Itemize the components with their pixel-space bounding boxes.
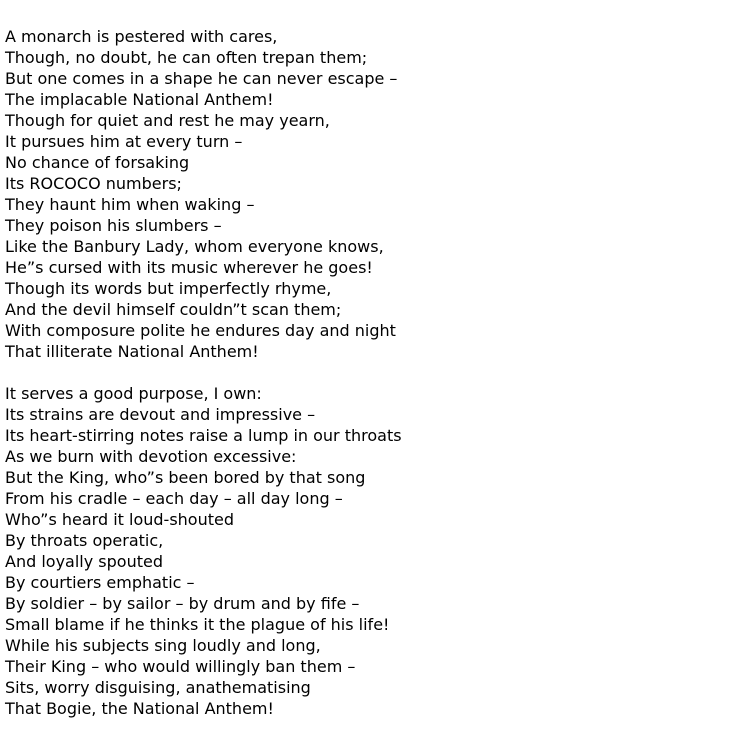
stanza-1 (5, 26, 402, 362)
poem-line: From his cradle – each day – all day long – (5, 489, 343, 508)
poem-line: Small blame if he thinks it the plague of his life! (5, 615, 390, 634)
poem-line: And loyally spouted (5, 552, 163, 571)
poem-line: That illiterate National Anthem! (5, 342, 259, 361)
poem-line: And the devil himself couldn”t scan them; (5, 300, 342, 319)
poem-line: Who”s heard it loud-shouted (5, 510, 235, 529)
poem-line: Though, no doubt, he can often trepan them; (5, 48, 368, 67)
poem-line: The implacable National Anthem! (5, 90, 274, 109)
poem-line: A monarch is pestered with cares, (5, 27, 278, 46)
poem-line: Its heart-stirring notes raise a lump in our throats (5, 426, 402, 445)
poem-line: But one comes in a shape he can never escape – (5, 69, 398, 88)
poem-line: He”s cursed with its music wherever he goes! (5, 258, 373, 277)
poem-line: Their King – who would willingly ban them – (5, 657, 356, 676)
stanza-2 (5, 383, 402, 719)
poem-line: They poison his slumbers – (5, 216, 222, 235)
poem-line: Its strains are devout and impressive – (5, 405, 316, 424)
poem-line: Like the Banbury Lady, whom everyone knows, (5, 237, 384, 256)
poem-line: No chance of forsaking (5, 153, 190, 172)
poem-line: It serves a good purpose, I own: (5, 384, 262, 403)
poem-line: As we burn with devotion excessive: (5, 447, 297, 466)
poem-line: By soldier – by sailor – by drum and by fife – (5, 594, 360, 613)
poem-line: While his subjects sing loudly and long, (5, 636, 321, 655)
poem-line: Its ROCOCO numbers; (5, 174, 182, 193)
poem-line: Though its words but imperfectly rhyme, (5, 279, 332, 298)
poem-line: By courtiers emphatic – (5, 573, 195, 592)
poem-line: It pursues him at every turn – (5, 132, 243, 151)
poem-line: But the King, who”s been bored by that song (5, 468, 366, 487)
poem-line: Though for quiet and rest he may yearn, (5, 111, 330, 130)
poem-line: Sits, worry disguising, anathematising (5, 678, 311, 697)
poem-line: With composure polite he endures day and night (5, 321, 396, 340)
poem-text (5, 26, 402, 719)
poem-line: That Bogie, the National Anthem! (5, 699, 274, 718)
poem-line: By throats operatic, (5, 531, 164, 550)
poem-line: They haunt him when waking – (5, 195, 255, 214)
